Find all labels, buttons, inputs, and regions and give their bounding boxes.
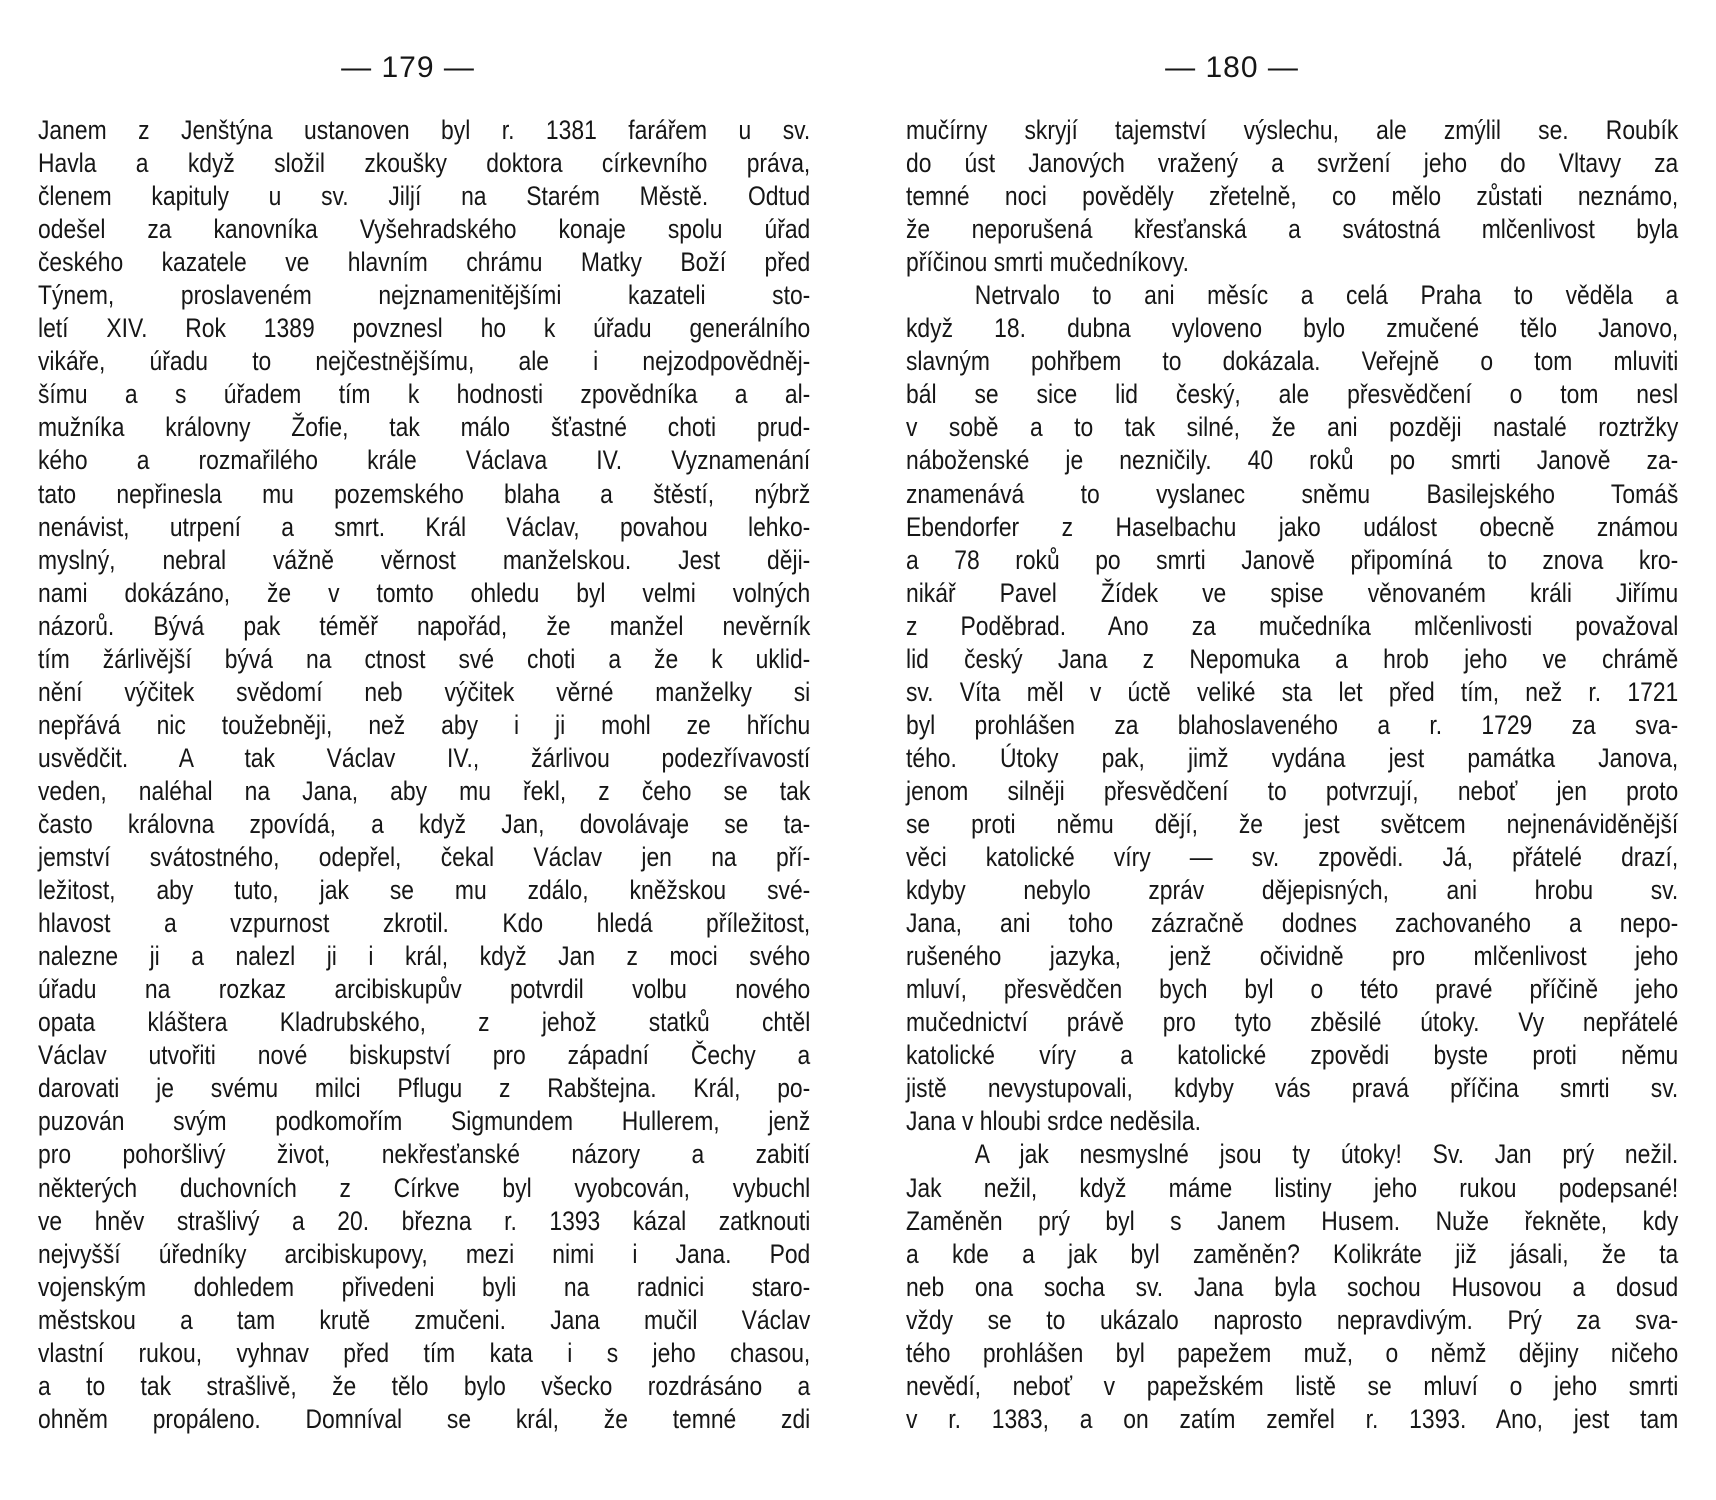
text-line: nami dokázáno, že v tomto ohledu byl velmi volných <box>38 577 811 608</box>
text-line: Jana v hloubi srdce neděsila. <box>906 1106 1201 1137</box>
text-line: z Poděbrad. Ano za mučedníka mlčenlivosti považoval <box>906 610 1679 641</box>
text-line: v r. 1383, a on zatím zemřel r. 1393. Ano, jest tam <box>906 1403 1679 1434</box>
text-line: jemství svátostného, odepřel, čekal Václav jen na pří- <box>38 842 811 873</box>
text-line: často královna zpovídá, a když Jan, dovolávaje se ta- <box>38 808 811 839</box>
page-number-right: — 180 — <box>1165 51 1299 84</box>
text-line: mučírny skryjí tajemství výslechu, ale zmýlil se. Roubík <box>906 115 1679 145</box>
right-page-text <box>906 114 1678 1436</box>
text-line: nenávist, utrpení a smrt. Král Václav, povahou lehko- <box>38 511 811 542</box>
text-line: kého a rozmařilého krále Václava IV. Vyznamenání <box>38 445 811 476</box>
text-line: tato nepřinesla mu pozemského blaha a štěstí, nýbrž <box>38 478 811 509</box>
text-line: ve hněv strašlivý a 20. března r. 1393 kázal zatknouti <box>38 1205 811 1236</box>
text-line: sv. Víta měl v úctě veliké sta let před tím, než r. 1721 <box>906 676 1679 707</box>
text-line: Havla a když složil zkoušky doktora církevního práva, <box>38 148 811 179</box>
text-line: kdyby nebylo zpráv dějepisných, ani hrobu sv. <box>906 875 1679 906</box>
text-line: názorů. Bývá pak téměř napořád, že manžel nevěrník <box>38 610 811 641</box>
text-line: že neporušená křesťanská a svátostná mlčenlivost byla <box>906 214 1679 245</box>
text-line: Jana, ani toho zázračně dodnes zachovaného a nepo- <box>906 908 1679 939</box>
left-page-text <box>38 114 810 1436</box>
text-line: v sobě a to tak silné, že ani později nastalé roztržky <box>906 412 1679 443</box>
text-line: slavným pohřbem to dokázala. Veřejně o tom mluviti <box>906 346 1679 377</box>
text-line: některých duchovních z Církve byl vyobcován, vybuchl <box>38 1172 811 1203</box>
text-line: mučednictví právě pro tyto zběsilé útoky. Vy nepřátelé <box>906 1007 1679 1038</box>
paragraph-start-line: A jak nesmyslné jsou ty útoky! Sv. Jan prý nežil. <box>974 1139 1679 1170</box>
text-line: nepřává nic toužebněji, než aby i ji mohl ze hříchu <box>38 709 811 740</box>
text-line: mužníka královny Žofie, tak málo šťastné choti prud- <box>38 412 811 443</box>
text-line: rušeného jazyka, jenž očividně pro mlčenlivost jeho <box>906 941 1679 972</box>
text-line: když 18. dubna vyloveno bylo zmučené tělo Janovo, <box>906 313 1679 344</box>
text-line: vlastní rukou, vyhnav před tím kata i s jeho chasou, <box>38 1337 811 1368</box>
text-line: Janem z Jenštýna ustanoven byl r. 1381 farářem u sv. <box>38 115 811 145</box>
text-line: ležitost, aby tuto, jak se mu zdálo, kněžskou své- <box>38 875 811 906</box>
text-line: lid český Jana z Nepomuka a hrob jeho ve chrámě <box>906 643 1679 674</box>
text-line: pro pohoršlivý život, nekřesťanské názory a zabití <box>38 1139 811 1170</box>
text-line: neb ona socha sv. Jana byla sochou Husovou a dosud <box>906 1271 1679 1302</box>
text-line: katolické víry a katolické zpovědi byste proti němu <box>906 1040 1679 1071</box>
right-page <box>906 0 1678 1500</box>
text-line: usvědčit. A tak Václav IV., žárlivou podezřívavostí <box>38 742 811 773</box>
text-line: členem kapituly u sv. Jiljí na Starém Městě. Odtud <box>38 181 811 212</box>
text-line: nikář Pavel Žídek ve spise věnovaném králi Jiřímu <box>906 577 1679 608</box>
text-line: Týnem, proslaveném nejznamenitějšími kazateli sto- <box>38 280 811 311</box>
text-line: věci katolické víry — sv. zpovědi. Já, přátelé drazí, <box>906 842 1679 873</box>
text-line: hlavost a vzpurnost zkrotil. Kdo hledá příležitost, <box>38 908 811 939</box>
text-line: Ebendorfer z Haselbachu jako událost obecně známou <box>906 511 1679 542</box>
text-line: tého prohlášen byl papežem muž, o němž dějiny ničeho <box>906 1337 1679 1368</box>
text-line: puzován svým podkomořím Sigmundem Hullerem, jenž <box>38 1106 811 1137</box>
text-line: mluví, přesvědčen bych byl o této pravé příčině jeho <box>906 974 1679 1005</box>
text-line: temné noci pověděly zřetelně, co mělo zůstati neznámo, <box>906 181 1679 212</box>
text-line: Jak nežil, když máme listiny jeho rukou podepsané! <box>906 1172 1679 1203</box>
text-line: tím žárlivější bývá na ctnost své choti a že k uklid- <box>38 643 811 674</box>
text-line: Zaměněn prý byl s Janem Husem. Nuže řekněte, kdy <box>906 1205 1679 1236</box>
text-line: nejvyšší úředníky arcibiskupovy, mezi nimi i Jana. Pod <box>38 1238 811 1269</box>
text-line: a 78 roků po smrti Janově připomíná to znova kro- <box>906 544 1679 575</box>
text-line: opata kláštera Kladrubského, z jehož statků chtěl <box>38 1007 811 1038</box>
text-line: českého kazatele ve hlavním chrámu Matky Boží před <box>38 247 811 278</box>
text-line: do úst Janových vražený a svržení jeho do Vltavy za <box>906 148 1679 179</box>
text-line: bál se sice lid český, ale přesvědčení o tom nesl <box>906 379 1679 410</box>
text-line: znamenává to vyslanec sněmu Basilejského Tomáš <box>906 478 1679 509</box>
text-line: odešel za kanovníka Vyšehradského konaje spolu úřad <box>38 214 811 245</box>
text-line: se proti němu dějí, že jest světcem nejnenáviděnější <box>906 808 1679 839</box>
text-line: vojenským dohledem přivedeni byli na radnici staro- <box>38 1271 811 1302</box>
text-line: nění výčitek svědomí neb výčitek věrné manželky si <box>38 676 811 707</box>
text-line: náboženské je nezničily. 40 roků po smrti Janově za- <box>906 445 1679 476</box>
text-line: myslný, nebral vážně věrnost manželskou. Jest ději- <box>38 544 811 575</box>
text-line: letí XIV. Rok 1389 povznesl ho k úřadu generálního <box>38 313 811 344</box>
text-line: městskou a tam krutě zmučeni. Jana mučil Václav <box>38 1304 811 1335</box>
text-line: a kde a jak byl zaměněn? Kolikráte již jásali, že ta <box>906 1238 1679 1269</box>
text-line: jenom silněji přesvědčení to potvrzují, neboť jen proto <box>906 775 1679 806</box>
page-number-left: — 179 — <box>341 51 475 84</box>
text-line: darovati je svému milci Pflugu z Rabštejna. Král, po- <box>38 1073 811 1104</box>
paragraph-start-line: Netrvalo to ani měsíc a celá Praha to věděla a <box>974 280 1679 311</box>
text-line: šímu a s úřadem tím k hodnosti zpovědníka a al- <box>38 379 811 410</box>
text-line: nalezne ji a nalezl ji i král, když Jan z moci svého <box>38 941 811 972</box>
text-line: úřadu na rozkaz arcibiskupův potvrdil volbu nového <box>38 974 811 1005</box>
text-line: tého. Útoky pak, jimž vydána jest památka Janova, <box>906 742 1679 773</box>
left-page <box>38 0 810 1500</box>
text-line: veden, naléhal na Jana, aby mu řekl, z čeho se tak <box>38 775 811 806</box>
text-line: Václav utvořiti nové biskupství pro západní Čechy a <box>38 1040 811 1071</box>
text-line: ohněm propáleno. Domníval se král, že temné zdi <box>38 1403 811 1434</box>
text-line: vikáře, úřadu to nejčestnějšímu, ale i nejzodpovědněj- <box>38 346 811 377</box>
text-line: jistě nevystupovali, kdyby vás pravá příčina smrti sv. <box>906 1073 1679 1104</box>
text-line: vždy se to ukázalo naprosto nepravdivým. Prý za sva- <box>906 1304 1679 1335</box>
text-line: a to tak strašlivě, že tělo bylo všecko rozdrásáno a <box>38 1370 811 1401</box>
text-line: příčinou smrti mučedníkovy. <box>906 247 1190 278</box>
text-line: nevědí, neboť v papežském listě se mluví o jeho smrti <box>906 1370 1679 1401</box>
text-line: byl prohlášen za blahoslaveného a r. 1729 za sva- <box>906 709 1679 740</box>
